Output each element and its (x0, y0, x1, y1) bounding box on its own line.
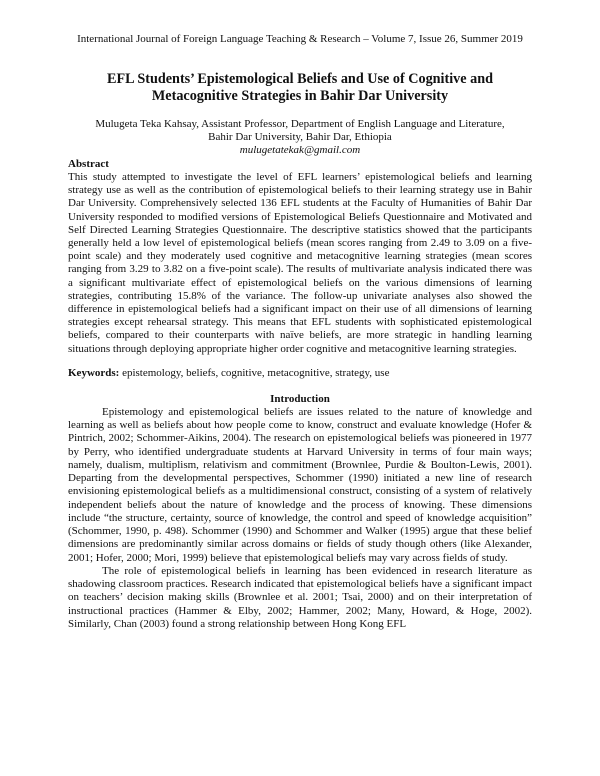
author-affiliation-line-2: Bahir Dar University, Bahir Dar, Ethiopia (208, 131, 392, 143)
abstract-heading: Abstract (68, 158, 109, 170)
title-line-2: Metacognitive Strategies in Bahir Dar University (151, 88, 449, 104)
introduction-paragraph-1: Epistemology and epistemological beliefs are issues related to the nature of knowledge and learning as well as beliefs about how people come to know, construct and evaluate knowledge (Hofer & Pintrich, 2002; Schommer-Aikins, 2004). The research on epistemological beliefs was pioneered in 1977 by Perry, who identified undergraduate students at Harvard University in terms of four main ways; namely, dualism, multiplism, relativism and commitment (Brownlee, Purdie & Boulton-Lewis, 2001). Departing from the developmental perspectives, Schommer (1990) initiated a new line of research envisioning epistemological beliefs as a multidimensional construct, consisting of a system of relatively independent beliefs about the nature of knowledge and the process of knowing. These dimensions include “the structure, certainty, source of knowledge, the control and speed of knowledge acquisition” (Schommer, 1990, p. 498). Schommer (1990) and Schommer and Walker (1995) argue that these belief dimensions are predominantly similar across domains or fields of study though others (like Alexander, 2001; Hofer, 2000; Mori, 1999) believe that epistemological beliefs may vary across fields of study. (68, 405, 532, 564)
introduction-paragraph-2: The role of epistemological beliefs in learning has been evidenced in research literature as shadowing classroom practices. Research indicated that epistemological beliefs have a significant impact on teachers’ decision making skills (Brownlee et al. 2001; Tsai, 2000) and on their interpretation of instructional practices (Hammer & Elby, 2002; Hammer, 2002; Many, Howard, & Hoge, 2002). Similarly, Chan (2003) found a strong relationship between Hong Kong EFL (68, 564, 532, 630)
keywords-label: Keywords: (68, 366, 120, 379)
introduction-heading: Introduction (270, 392, 330, 405)
keywords-line (68, 367, 532, 380)
author-block (68, 118, 532, 157)
abstract-text: This study attempted to investigate the level of EFL learners’ epistemological beliefs and learning strategy use as well as the contribution of epistemological beliefs to their learning strategy use in Bahir Dar University. Comprehensively selected 136 EFL students at the Faculty of Humanities of Bahir Dar University responded to modified versions of Epistemological Beliefs Questionnaire and Motivated and Self Directed Learning Strategies Questionnaire. The descriptive statistics showed that the participants generally held a low level of epistemological beliefs (mean scores ranging from 2.49 to 3.09 on a five-point scale) and they moderately used cognitive and metacognitive learning strategies (mean scores ranging from 3.29 to 3.82 on a five-point scale). The results of multivariate analysis indicated there was a significant multivariate effect of epistemological beliefs on the various dimensions of learning strategies, contributing 15.8% of the variance. The follow-up univariate analyses also showed the difference in epistemological beliefs had a significant impact on their use of all dimensions of learning strategies except rehearsal strategy. This means that EFL students with sophisticated epistemological beliefs, compared to their counterparts with naïve beliefs, are more strategic in handling learning situations through deploying appropriate higher order cognitive and metacognitive learning strategies. (68, 171, 532, 355)
paper-title (68, 71, 532, 105)
author-email: mulugetatekak@gmail.com (239, 144, 361, 156)
keywords-text: epistemology, beliefs, cognitive, metacognitive, strategy, use (119, 366, 390, 379)
journal-header: International Journal of Foreign Language Teaching & Research – Volume 7, Issue 26, Summer 2019 (77, 33, 523, 45)
title-line-1: EFL Students’ Epistemological Beliefs and Use of Cognitive and (107, 71, 493, 87)
author-affiliation-line-1: Mulugeta Teka Kahsay, Assistant Professor, Department of English Language and Literature, (95, 118, 505, 130)
